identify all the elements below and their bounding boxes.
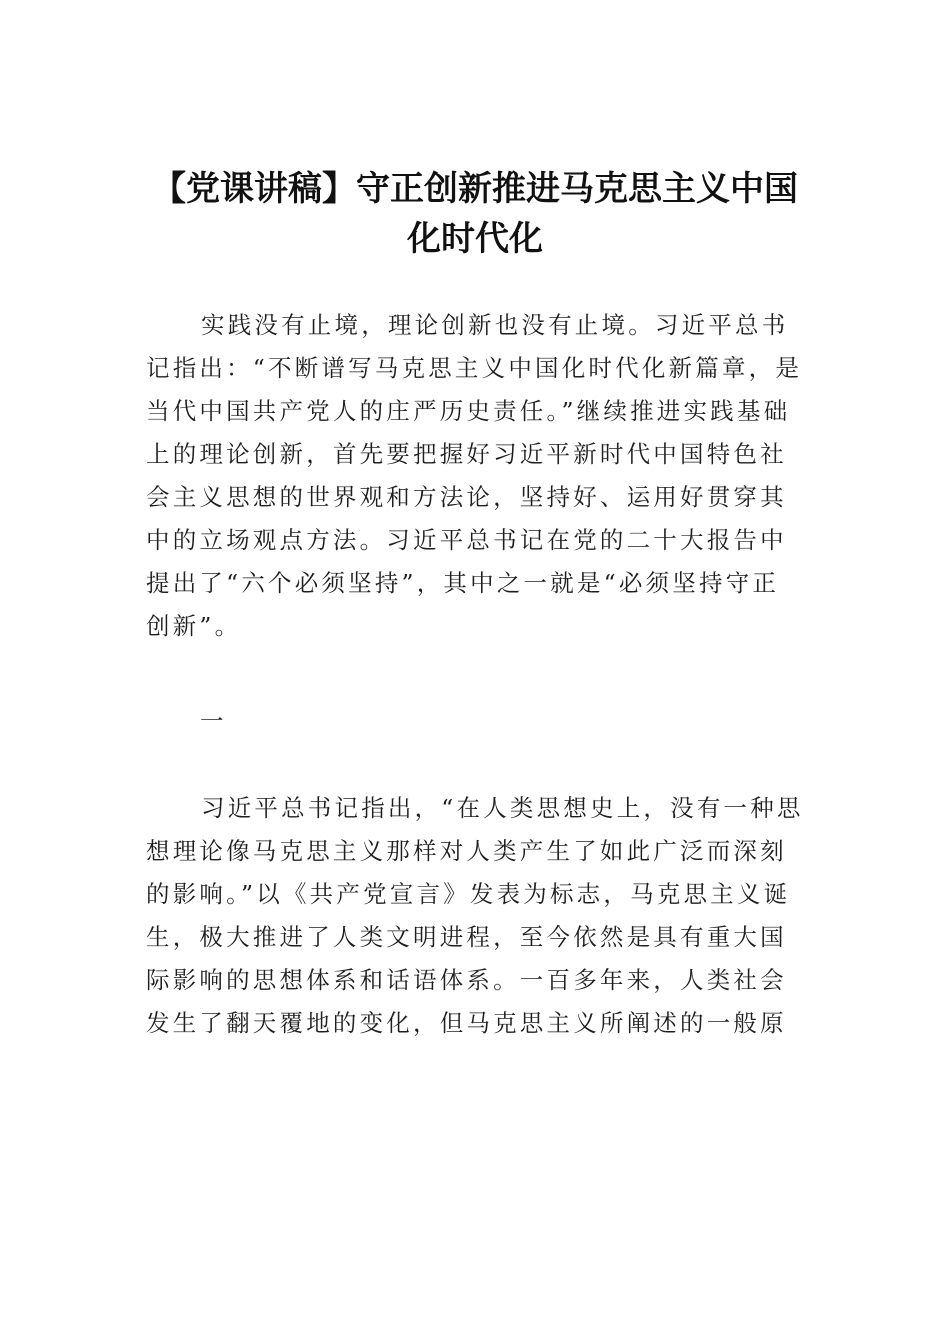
title-line-1: 【党课讲稿】守正创新推进马克思主义中国 — [152, 169, 798, 209]
paragraph-line: 当代中国共产党人的庄严历史责任。”继续推进实践基础 — [146, 397, 791, 425]
paragraph-line: 中的立场观点方法。习近平总书记在党的二十大报告中 — [146, 526, 787, 554]
paragraph-line: 际影响的思想体系和话语体系。一百多年来，人类社会 — [146, 966, 787, 994]
section-number: 一 — [200, 707, 224, 735]
paragraph-line: 记指出：“不断谱写马克思主义中国化时代化新篇章，是 — [146, 354, 803, 382]
paragraph-line: 创新”。 — [146, 612, 242, 640]
paragraph-line: 提出了“六个必须坚持”，其中之一就是“必须坚持守正 — [146, 569, 780, 597]
paragraph-line: 想理论像马克思主义那样对人类产生了如此广泛而深刻 — [146, 837, 787, 865]
paragraph-line: 习近平总书记指出，“在人类思想史上，没有一种思 — [201, 794, 804, 822]
paragraph-line: 发生了翻天覆地的变化，但马克思主义所阐述的一般原 — [146, 1009, 787, 1037]
paragraph-line: 生，极大推进了人类文明进程，至今依然是具有重大国 — [146, 923, 787, 951]
paragraph-line: 的影响。”以《共产党宣言》发表为标志，马克思主义诞 — [146, 880, 791, 908]
title-line-2: 化时代化 — [407, 219, 543, 259]
paragraph-line: 实践没有止境，理论创新也没有止境。习近平总书 — [201, 311, 789, 339]
paragraph-2 — [146, 787, 806, 1045]
paragraph-1 — [146, 304, 806, 648]
paragraph-line: 会主义思想的世界观和方法论，坚持好、运用好贯穿其 — [146, 483, 787, 511]
paragraph-line: 上的理论创新，首先要把握好习近平新时代中国特色社 — [146, 440, 787, 468]
document-title — [130, 164, 820, 264]
